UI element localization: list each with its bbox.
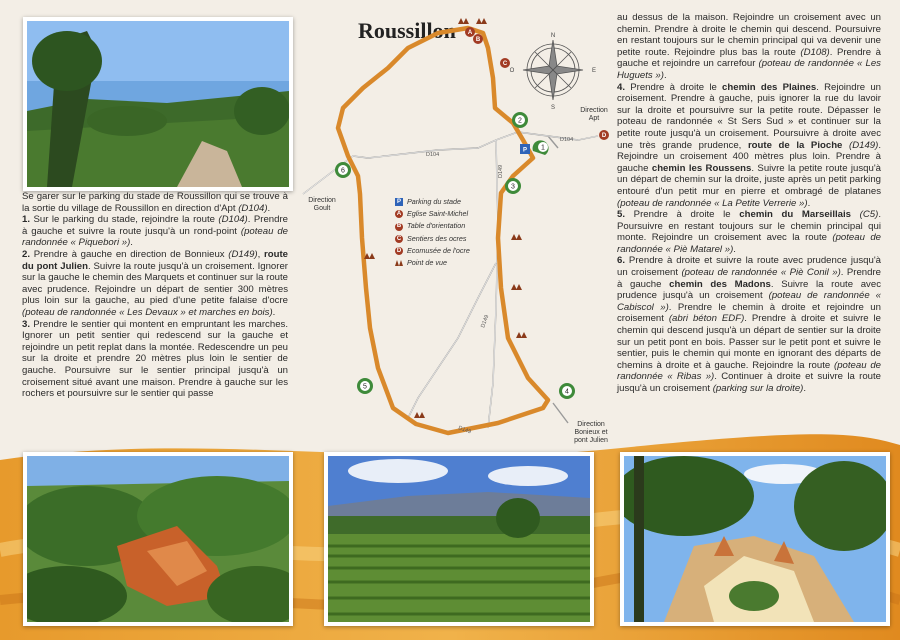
waypoint-3: 3 (511, 183, 515, 191)
legend-item: P Parking du stade (396, 197, 461, 206)
text-paragraph: 6. Prendre à droite et suivre la route avec prudence jusqu'à un croisement (poteau de randonnée « Piè Conil »). Prendre à gauche chemin des Madons. Suivre la route avec prudence jusqu'à un croisement (poteau de randonnée « Cabiscol »). Prendre le chemin à droite et rejoindre un croisement (abri béton EDF). Prendre à droite et suivre le chemin qui descend jusqu'à un départ de sentier sur la droite sur un petit pont en bois. Passer sur le petit pont et suivre le sentier, puis le chemin qui monte en ignorant des départs de chemins à droite et à gauche. Rejoindre la route (poteau de randonnée « Ribas »). Continuer à droite et suivre la route jusqu'à un croisement (parking sur la droite). (617, 255, 882, 394)
text-paragraph: 2. Prendre à gauche en direction de Bonnieux (D149), route du pont Julien. Suivre la route jusqu'à un croisement. Ignorer sur la gauche le chemin des Marquets et continuer sur la route avec prudence. Rejoindre un départ de sentier 300 mètres plus loin sur la gauche, au pied d'une petite falaise d'ocre (poteau de randonnée « Les Devaux » et marches en bois). (22, 248, 288, 318)
waypoint-1: 1 (541, 144, 545, 152)
poi-d: D (601, 133, 607, 139)
poi-b: B (475, 37, 481, 43)
left-text-column (22, 191, 288, 400)
direction-apt: Direction Apt (580, 107, 608, 122)
text-paragraph: 5. Prendre à droite le chemin du Marseillais (C5). Poursuivre en restant toujours sur le chemin principal qui monte. Rejoindre un croisement avec la route (poteau de randonnée « Piè Matarel »). (617, 209, 881, 255)
road-label-d149-a: D149 (498, 164, 504, 178)
map-legend (395, 196, 470, 269)
legend-item: B Table d'orientation (396, 221, 466, 231)
compass-rose (523, 40, 583, 100)
road-label-d149-c: D149 (457, 425, 472, 436)
road-label-d149-b: D149 (480, 314, 491, 329)
text-paragraph: 1. Sur le parking du stade, rejoindre la route (D104). Prendre à gauche et suivre la route jusqu'à un rond-point (poteau de randonnée « Piquebori »). (22, 214, 289, 249)
photo-forest-path (23, 17, 293, 191)
legend-item: C Sentiers des ocres (396, 233, 467, 243)
road-label-d104-a: D104 (426, 152, 440, 158)
legend-item: Point de vue (395, 257, 470, 269)
compass-e: E (591, 68, 597, 74)
text-paragraph: 3. Prendre le sentier qui montent en empruntant les marches. Ignorer un petit sentier qui redescend sur la gauche et rejoindre un petit replat dans la montée. Redescendre un peu sur la droite et prendre 20 mètres plus loin le sentier de gauche. Poursuivre sur le sentier principal jusqu'à un croisement situé avant une maison. Prendre à gauche sur les rochers et poursuivre sur le sentier qui passe (22, 318, 288, 400)
waypoint-6: 6 (341, 167, 345, 175)
map-title: Roussillon (358, 18, 456, 43)
poi-c: C (502, 61, 508, 67)
viewpoint-icon (395, 259, 403, 267)
text-paragraph: au dessus de la maison. Rejoindre un croisement avec un chemin. Prendre à droite le chemin qui descend. Poursuivre en restant toujours sur le chemin principal qui va devenir une petite route. Rejoindre plus bas la route (D108). Prendre à gauche et rejoindre un carrefour (poteau de randonnée « Les Huguets »). (617, 12, 881, 81)
photo-ocre-canyon (620, 452, 890, 626)
waypoint-5: 5 (363, 383, 367, 391)
waypoint-4: 4 (565, 388, 569, 396)
text-paragraph: Se garer sur le parking du stade de Roussillon qui se trouve à la sortie du village de Roussillon en direction d'Apt (D104). (22, 191, 288, 214)
right-text-column (617, 12, 881, 395)
waypoint-2: 2 (518, 117, 522, 125)
text-paragraph: 4. Prendre à droite le chemin des Plaines. Rejoindre un croisement. Prendre à gauche, puis ignorer la rue du lavoir sur la droite et poursuivre sur la petite route. Dépasser le poteau de randonnée « St Sers Sud » et continuer sur la petite route jusqu'à un croisement. Poursuivre à droite avec une très grande prudence, route de la Pioche (D149). Rejoindre un croisement 400 mètres plus loin. Prendre à gauche chemin les Roussens. Suivre la petite route jusqu'à un départ de chemin sur la droite, juste après un petit parking entouré d'un petit mur en pierre et ombragé de platanes (poteau de randonnée « La Petite Verrerie »). (617, 81, 882, 209)
compass-s: S (550, 105, 556, 111)
photo-vineyard (324, 452, 594, 626)
direction-goult: Direction Goult (308, 197, 336, 212)
compass-n: N (550, 33, 556, 39)
direction-bonnieux: Direction Bonieux et pont Julien (574, 421, 608, 444)
legend-item: A Eglise Saint-Michel (396, 209, 469, 219)
parking-marker: P (522, 147, 528, 154)
poi-a: A (467, 30, 473, 36)
road-label-d104-b: D104 (560, 137, 574, 143)
photo-ocre-cliff-pines (23, 452, 293, 626)
compass-o: O (509, 68, 515, 74)
legend-item: D Ecomusée de l'ocre (396, 245, 470, 255)
